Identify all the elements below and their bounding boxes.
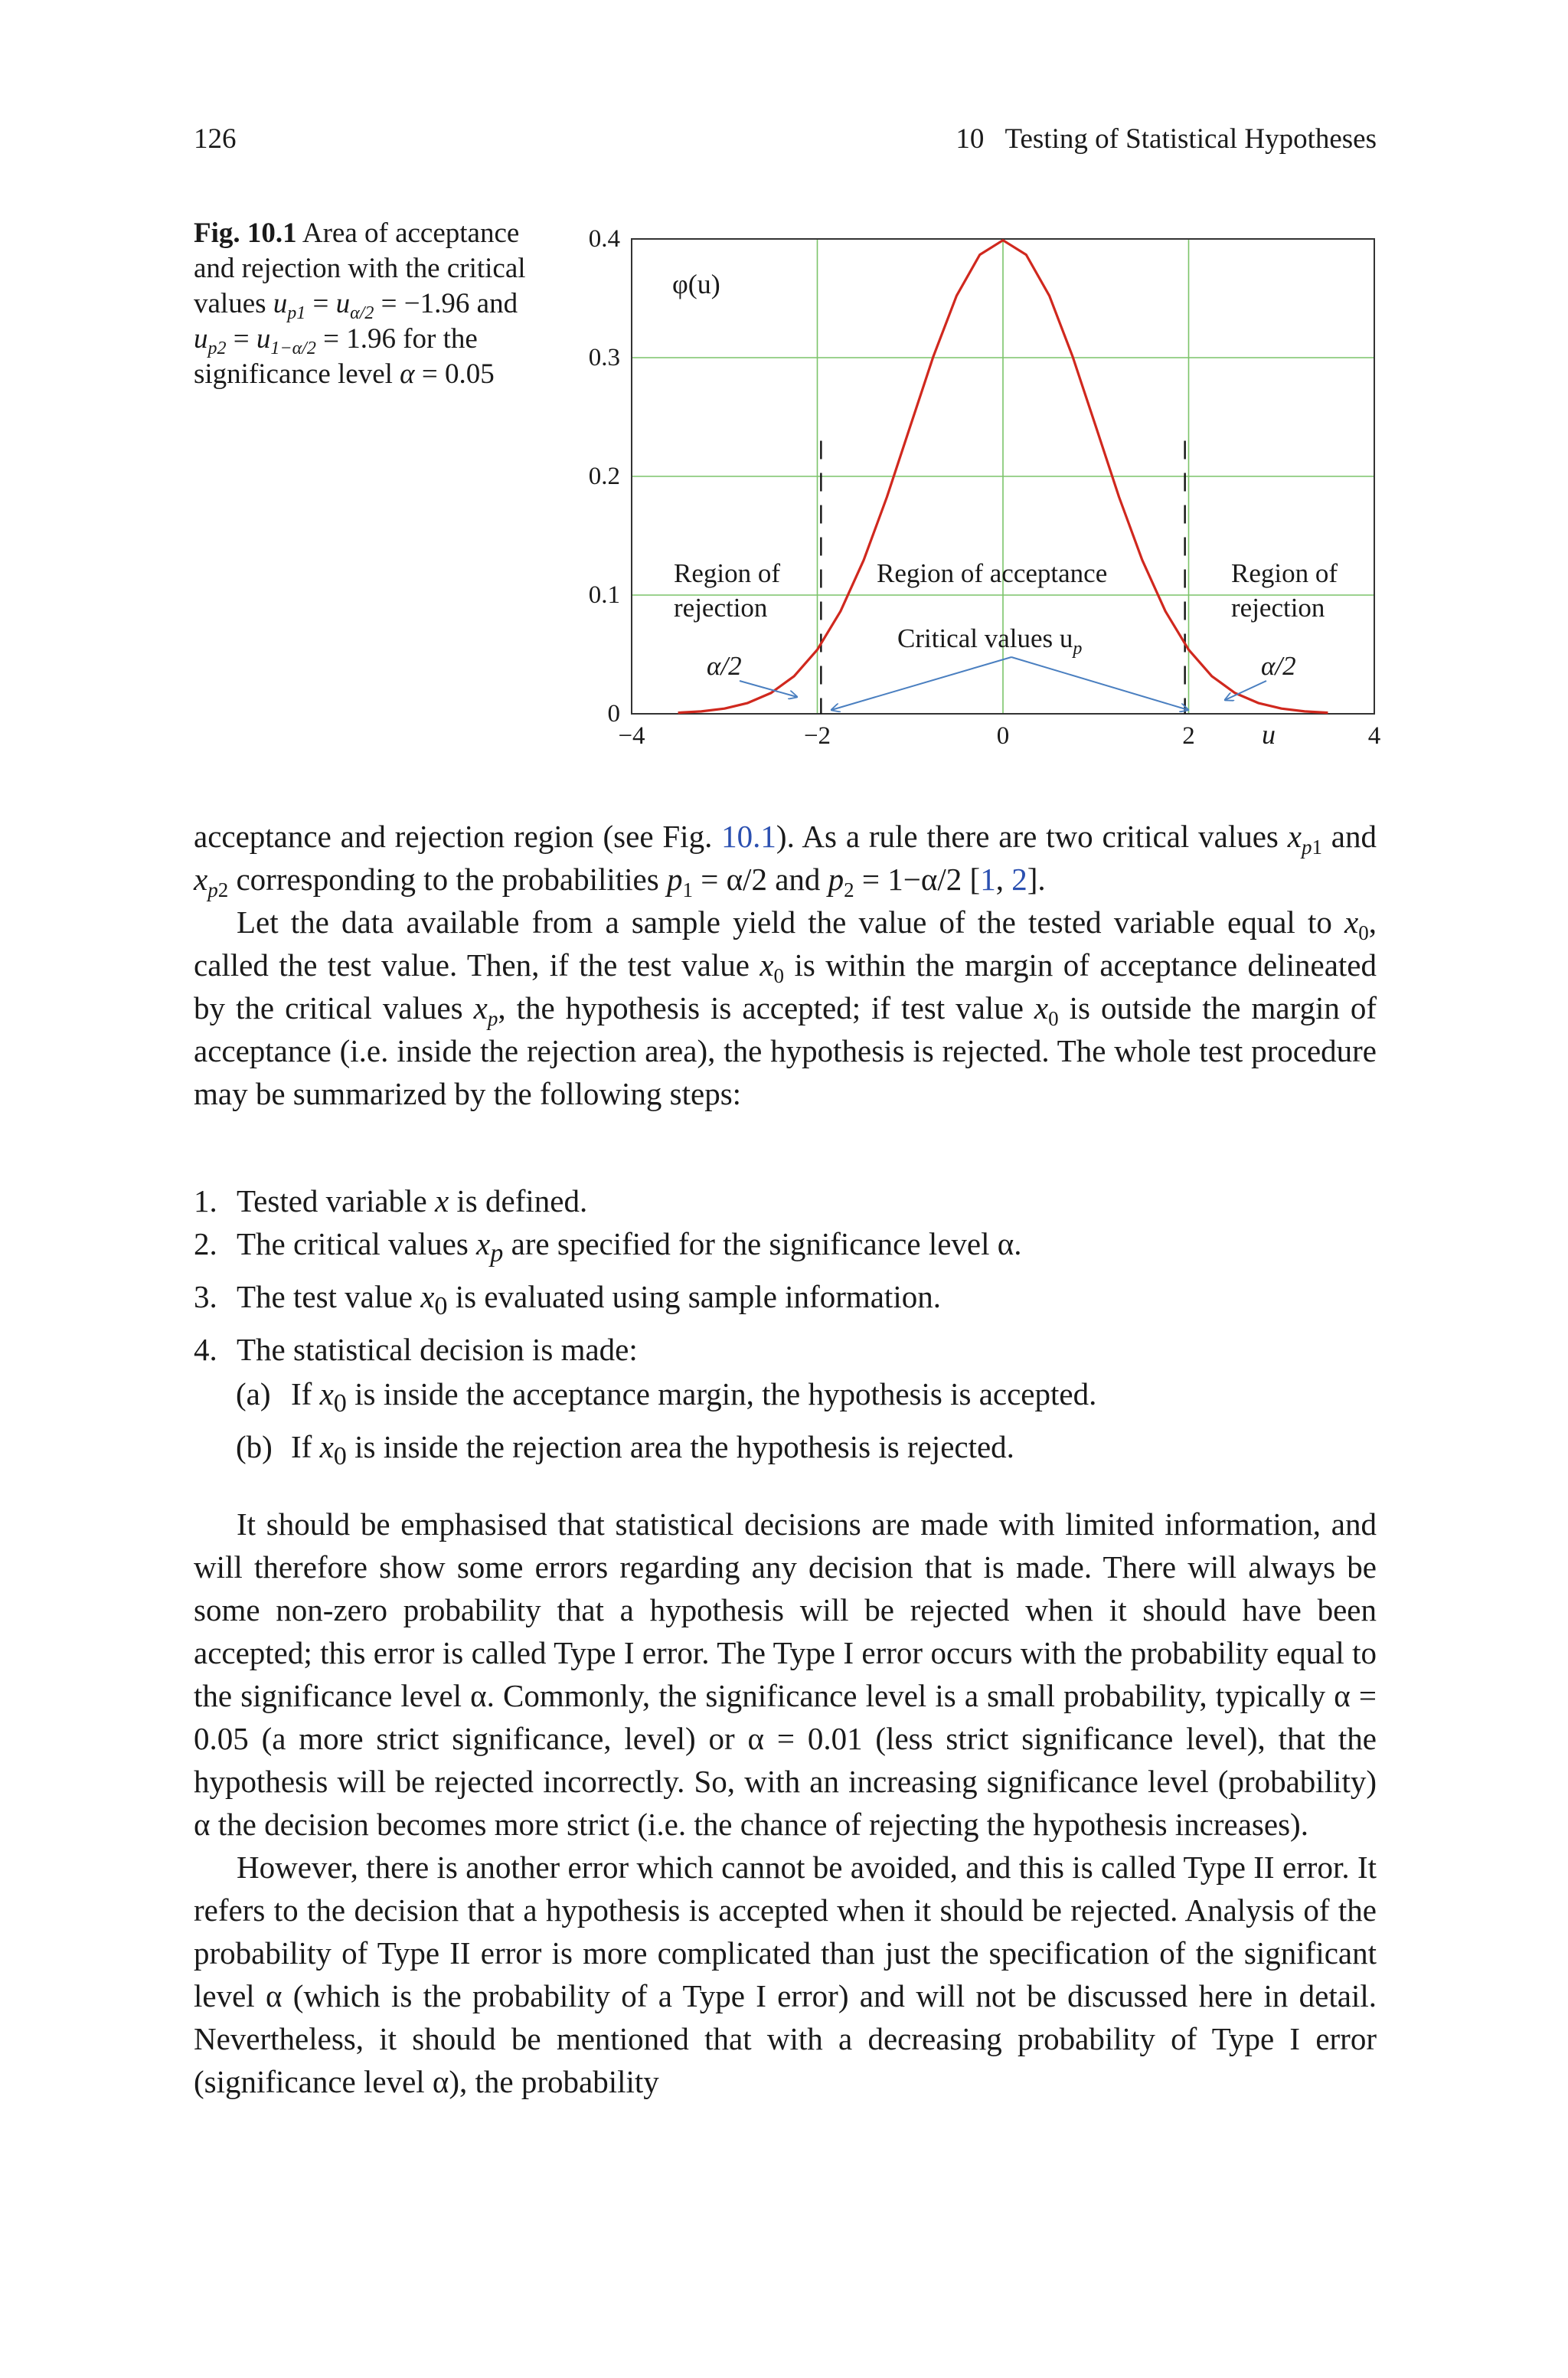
list-item: 1. Tested variable x is defined. xyxy=(194,1183,588,1218)
y-tick-label: 0 xyxy=(607,700,620,728)
figure-reference-link[interactable]: 10.1 xyxy=(721,819,776,854)
caption-math-3: = 0.05 xyxy=(421,358,495,390)
paragraph-2: Let the data available from a sample yield the value of the tested variable equal to $x_0$, called the test value. Then, if the test value $x_0$ is within the margin of acceptance delineated by the critical values $x_p$, the hypothesis is accepted; if test value $x_0$ is outside the margin of acceptance (i.e. inside the rejection area), the hypothesis is rejected. The whole test procedure may be summarized by the following steps: xyxy=(194,904,1377,1111)
list-item: (a) If $x_0$ is inside the acceptance margin, the hypothesis is accepted. xyxy=(236,1376,1097,1418)
caption-math-2: = 1.96 for the significance level xyxy=(194,323,478,390)
citation-1-link[interactable]: 1 xyxy=(980,862,996,897)
region-right-line1: Region of xyxy=(1231,558,1338,588)
x-tick-label: 2 xyxy=(1182,722,1195,750)
chart-svg xyxy=(567,214,1409,766)
substeps-list xyxy=(236,1372,1377,1478)
critical-arrow-right xyxy=(1011,657,1188,710)
caption-math-1: = −1.96 and xyxy=(381,288,518,319)
y-tick-label: 0.3 xyxy=(588,344,620,371)
page-header xyxy=(194,123,1377,161)
y-axis-label: φ(u) xyxy=(672,269,720,299)
x-tick-label: 0 xyxy=(996,722,1010,750)
region-right-line2: rejection xyxy=(1231,593,1325,623)
citation-2-link[interactable]: 2 xyxy=(1011,862,1027,897)
body-paragraphs xyxy=(194,1503,1377,2103)
alpha-right-label: α/2 xyxy=(1261,651,1296,681)
critical-arrow-left xyxy=(831,657,1011,710)
caption-text: Area of acceptance and rejection with the critical values xyxy=(194,218,526,319)
paragraph-4: However, there is another error which cannot be avoided, and this is called Type II error. It refers to the decision that a hypothesis is accepted when it should be rejected. Analysis of the probability of Type II error is more complicated than just the specification of the significant level α (which is the probability of a Type I error) and will not be discussed here in detail. Nevertheless, it should be mentioned that with a decreasing probability of Type I error (significance level α), the probability xyxy=(194,1850,1377,2099)
x-tick-label: 4 xyxy=(1367,722,1381,750)
list-item: 2. The critical values $x_p$ are specified for the significance level α. xyxy=(194,1226,1022,1268)
list-item: 4. The statistical decision is made: xyxy=(194,1332,638,1368)
region-center-label: Region of acceptance xyxy=(877,558,1108,588)
paragraph-3: It should be emphasised that statistical decisions are made with limited information, and will therefore show some errors regarding any decision that is made. There will always be some non-zero probability that a hypothesis will be rejected when it should have been accepted; this error is called Type I error. The Type I error occurs with the probability equal to the significance level α. Commonly, the significance level is a small probability, typically α = 0.05 (a more strict significance, level) or α = 0.01 (less strict significance level), that the hypothesis will be rejected incorrectly. So, with an increasing significance level (probability) α the decision becomes more strict (i.e. the chance of rejecting the hypothesis increases). xyxy=(194,1506,1377,1842)
y-tick-label: 0.1 xyxy=(588,581,620,609)
region-left-line1: Region of xyxy=(674,558,781,588)
y-tick-label: 0.2 xyxy=(588,463,620,490)
normal-distribution-chart xyxy=(567,214,1409,766)
figure-caption: Fig. 10.1 Area of acceptance and rejection with the critical values $u_{p1} = u_{\alpha/2} = -1.96$ and $u_{p2} = u_{1-\alpha/2} = 1.96$ for the significance level α = 0.05 xyxy=(194,218,526,390)
paragraph-1: acceptance and rejection region (see Fig. 10.1). As a rule there are two critical values $x_{p1}$ and $x_{p2}$ corresponding to the probabilities $p_1 = \alpha/2$ and $p_2 = 1-\alpha/2$ [1, 2]. Let the data available from a sample yield the value of the tested variable equal to $x_0$, called the test value. Then, if the test value $x_0$ is within the margin of acceptance delineated by the critical values $x_p$, the hypothesis is accepted; if test value $x_0$ is outside the margin of acceptance (i.e. inside the rejection area), the hypothesis is rejected. The whole test procedure may be summarized by the following steps: xyxy=(194,815,1377,1115)
critical-values-label: Critical values $u_p$ xyxy=(897,623,1083,659)
figure-label: Fig. 10.1 xyxy=(194,218,297,249)
page-number: 126 xyxy=(194,123,237,155)
list-item: (b) If $x_0$ is inside the rejection area the hypothesis is rejected. xyxy=(236,1429,1014,1471)
x-axis-label: u xyxy=(1262,719,1276,750)
y-tick-label: 0.4 xyxy=(588,225,620,253)
x-tick-label: −4 xyxy=(618,722,645,750)
steps-list xyxy=(194,1179,1377,1371)
list-item: 3. The test value $x_0$ is evaluated using sample information. xyxy=(194,1279,941,1321)
alpha-left-label: α/2 xyxy=(707,651,742,681)
x-tick-label: −2 xyxy=(803,722,831,750)
region-left-line2: rejection xyxy=(674,593,768,623)
running-title: 10 Testing of Statistical Hypotheses xyxy=(956,123,1377,155)
